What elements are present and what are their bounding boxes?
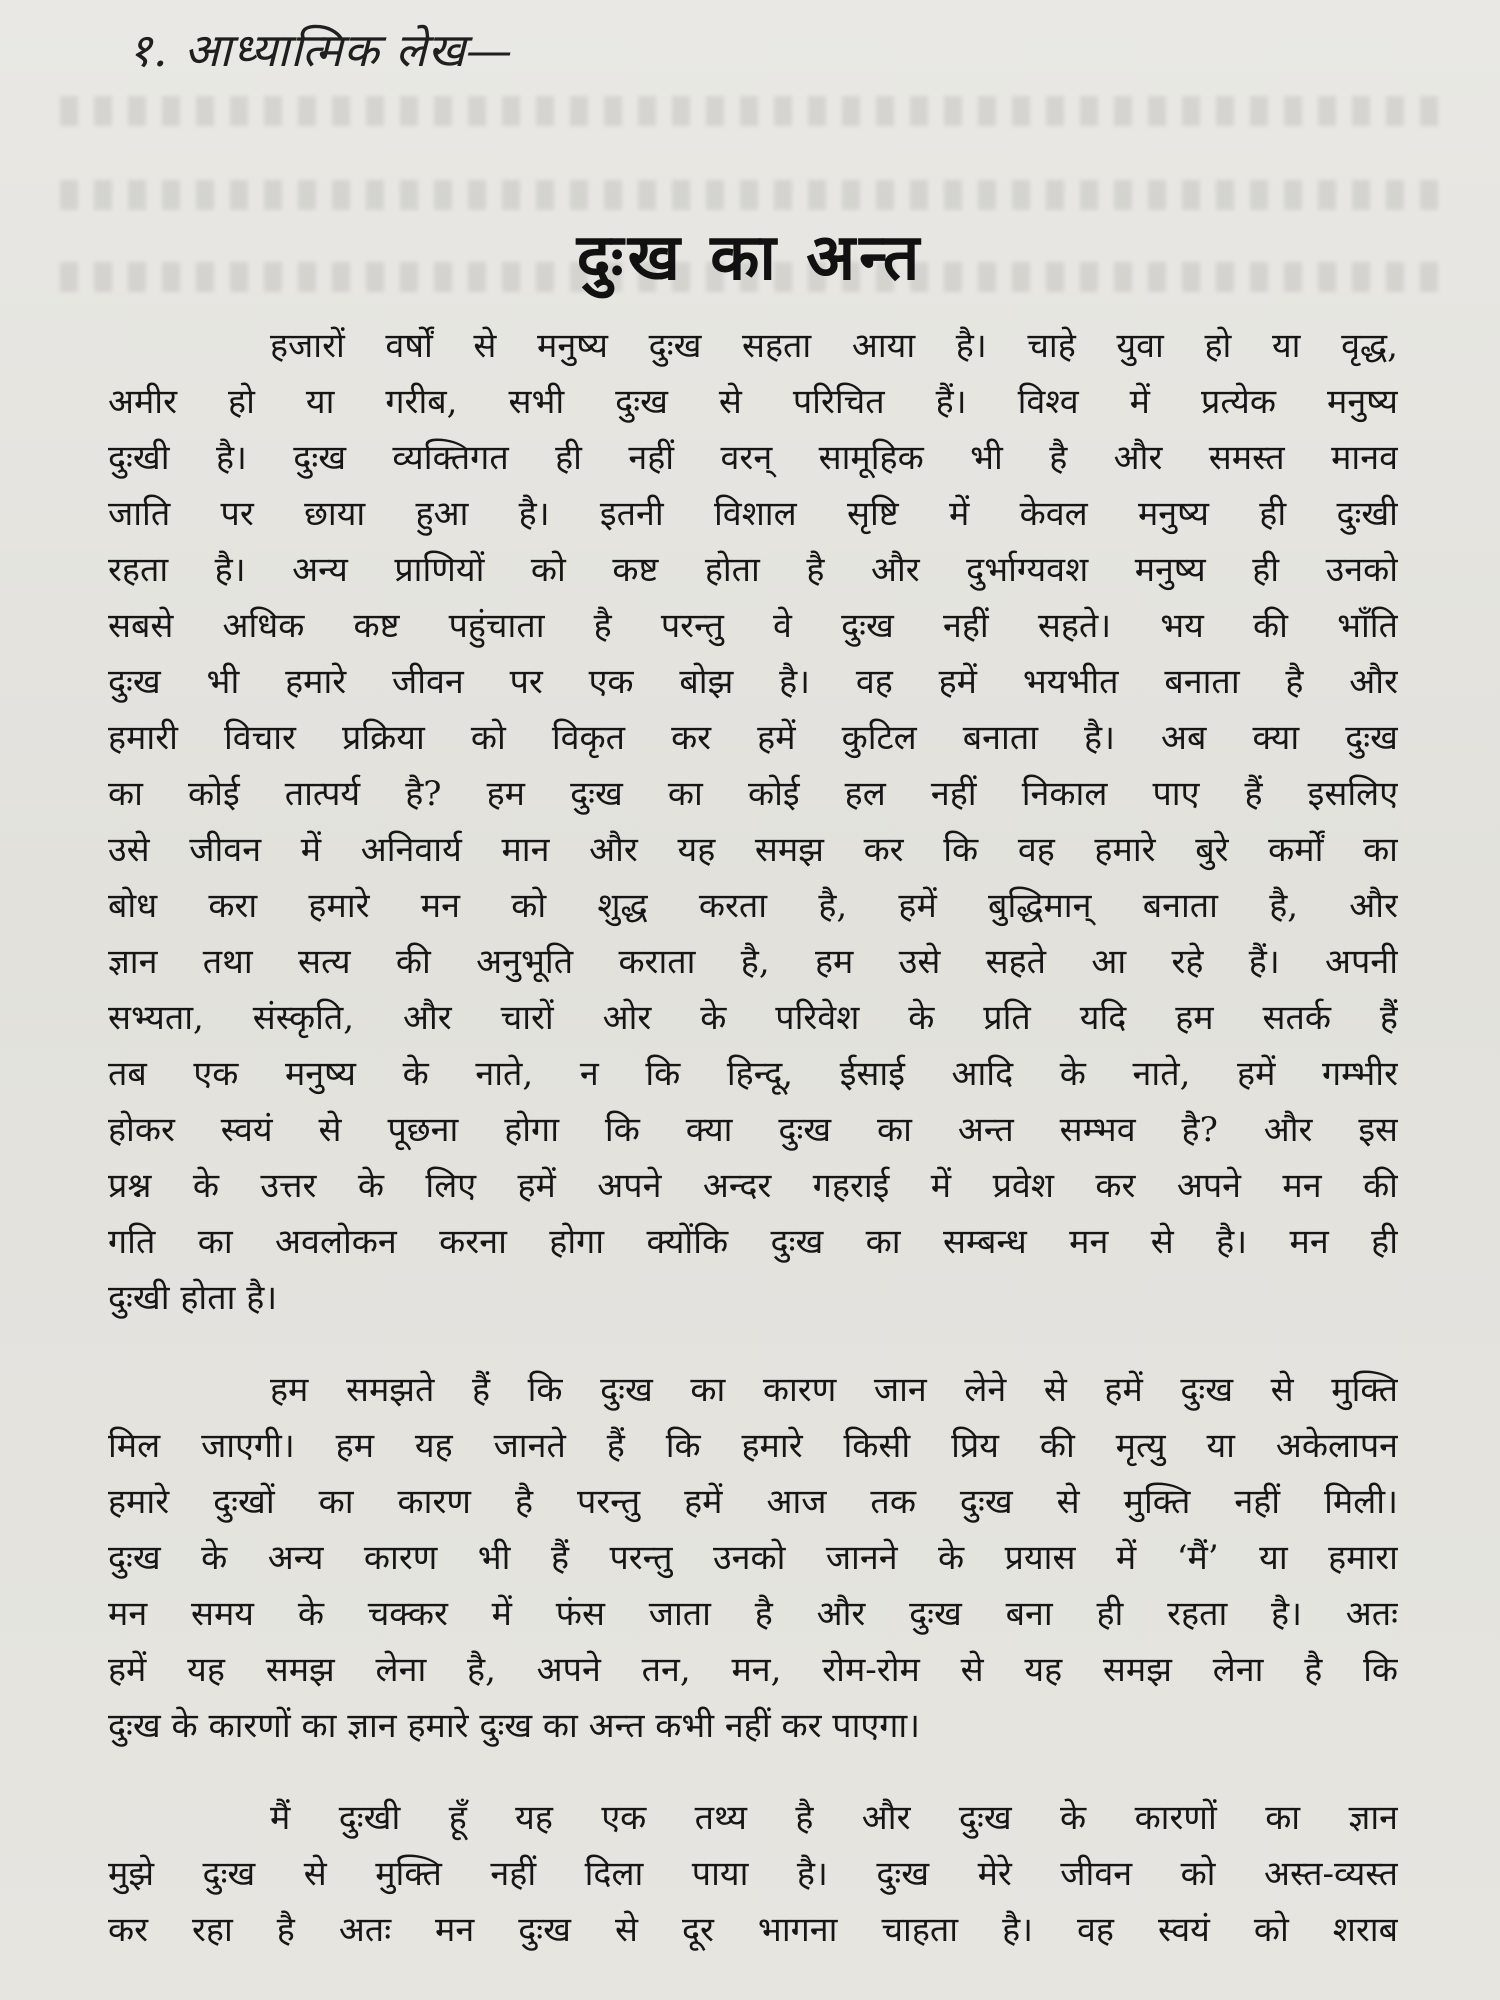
article-title: दुःख का अन्त — [576, 220, 924, 295]
text-line: का कोई तात्पर्य है? हम दुःख का कोई हल नहीं निकाल पाए हैं इसलिए — [108, 774, 1398, 814]
text-line: दुःख के अन्य कारण भी हैं परन्तु उनको जानने के प्रयास में ‘मैं’ या हमारा — [108, 1538, 1398, 1578]
paragraph-spacer — [108, 1754, 1398, 1790]
text-line: दुःखी है। दुःख व्यक्तिगत ही नहीं वरन् सामूहिक भी है और समस्त मानव — [108, 438, 1398, 478]
text-line: तब एक मनुष्य के नाते, न कि हिन्दू, ईसाई आदि के नाते, हमें गम्भीर — [108, 1054, 1398, 1094]
text-line: हम समझते हैं कि दुःख का कारण जान लेने से हमें दुःख से मुक्ति — [270, 1370, 1398, 1410]
text-line: होकर स्वयं से पूछना होगा कि क्या दुःख का अन्त सम्भव है? और इस — [108, 1110, 1398, 1150]
text-line: हमारी विचार प्रक्रिया को विकृत कर हमें कुटिल बनाता है। अब क्या दुःख — [108, 718, 1398, 758]
text-line: मिल जाएगी। हम यह जानते हैं कि हमारे किसी प्रिय की मृत्यु या अकेलापन — [108, 1426, 1398, 1466]
article-body — [108, 318, 1398, 1958]
paragraph-3 — [108, 1790, 1398, 1958]
text-line: ज्ञान तथा सत्य की अनुभूति कराता है, हम उसे सहते आ रहे हैं। अपनी — [108, 942, 1398, 982]
text-line: हजारों वर्षों से मनुष्य दुःख सहता आया है। चाहे युवा हो या वृद्ध, — [270, 326, 1398, 366]
text-line: हमारे दुःखों का कारण है परन्तु हमें आज तक दुःख से मुक्ति नहीं मिली। — [108, 1482, 1398, 1522]
paragraph-1 — [108, 318, 1398, 1326]
text-line: रहता है। अन्य प्राणियों को कष्ट होता है और दुर्भाग्यवश मनुष्य ही उनको — [108, 550, 1398, 590]
text-line: प्रश्न के उत्तर के लिए हमें अपने अन्दर गहराई में प्रवेश कर अपने मन की — [108, 1166, 1398, 1206]
text-line: हमें यह समझ लेना है, अपने तन, मन, रोम-रोम से यह समझ लेना है कि — [108, 1650, 1398, 1690]
show-through-text — [60, 96, 1440, 126]
text-line: मैं दुःखी हूँ यह एक तथ्य है और दुःख के कारणों का ज्ञान — [270, 1798, 1398, 1838]
paragraph-spacer — [108, 1326, 1398, 1362]
text-line: अमीर हो या गरीब, सभी दुःख से परिचित हैं। विश्व में प्रत्येक मनुष्य — [108, 382, 1398, 422]
text-line: बोध करा हमारे मन को शुद्ध करता है, हमें बुद्धिमान् बनाता है, और — [108, 886, 1398, 926]
text-line: सबसे अधिक कष्ट पहुंचाता है परन्तु वे दुःख नहीं सहते। भय की भाँति — [108, 606, 1398, 646]
handwritten-header-note: १. आध्यात्मिक लेख— — [128, 23, 514, 77]
text-line: गति का अवलोकन करना होगा क्योंकि दुःख का सम्बन्ध मन से है। मन ही — [108, 1222, 1398, 1262]
text-line: मन समय के चक्कर में फंस जाता है और दुःख बना ही रहता है। अतः — [108, 1594, 1398, 1634]
text-line: दुःख भी हमारे जीवन पर एक बोझ है। वह हमें भयभीत बनाता है और — [108, 662, 1398, 702]
text-line: मुझे दुःख से मुक्ति नहीं दिला पाया है। दुःख मेरे जीवन को अस्त-व्यस्त — [108, 1854, 1398, 1894]
text-line: दुःख के कारणों का ज्ञान हमारे दुःख का अन्त कभी नहीं कर पाएगा। — [108, 1706, 921, 1746]
paragraph-2 — [108, 1362, 1398, 1754]
show-through-text — [60, 180, 1440, 210]
text-line: जाति पर छाया हुआ है। इतनी विशाल सृष्टि में केवल मनुष्य ही दुःखी — [108, 494, 1398, 534]
text-line: सभ्यता, संस्कृति, और चारों ओर के परिवेश के प्रति यदि हम सतर्क हैं — [108, 998, 1398, 1038]
text-line: कर रहा है अतः मन दुःख से दूर भागना चाहता है। वह स्वयं को शराब — [108, 1910, 1398, 1950]
text-line: उसे जीवन में अनिवार्य मान और यह समझ कर कि वह हमारे बुरे कर्मों का — [108, 830, 1398, 870]
text-line: दुःखी होता है। — [108, 1278, 278, 1318]
